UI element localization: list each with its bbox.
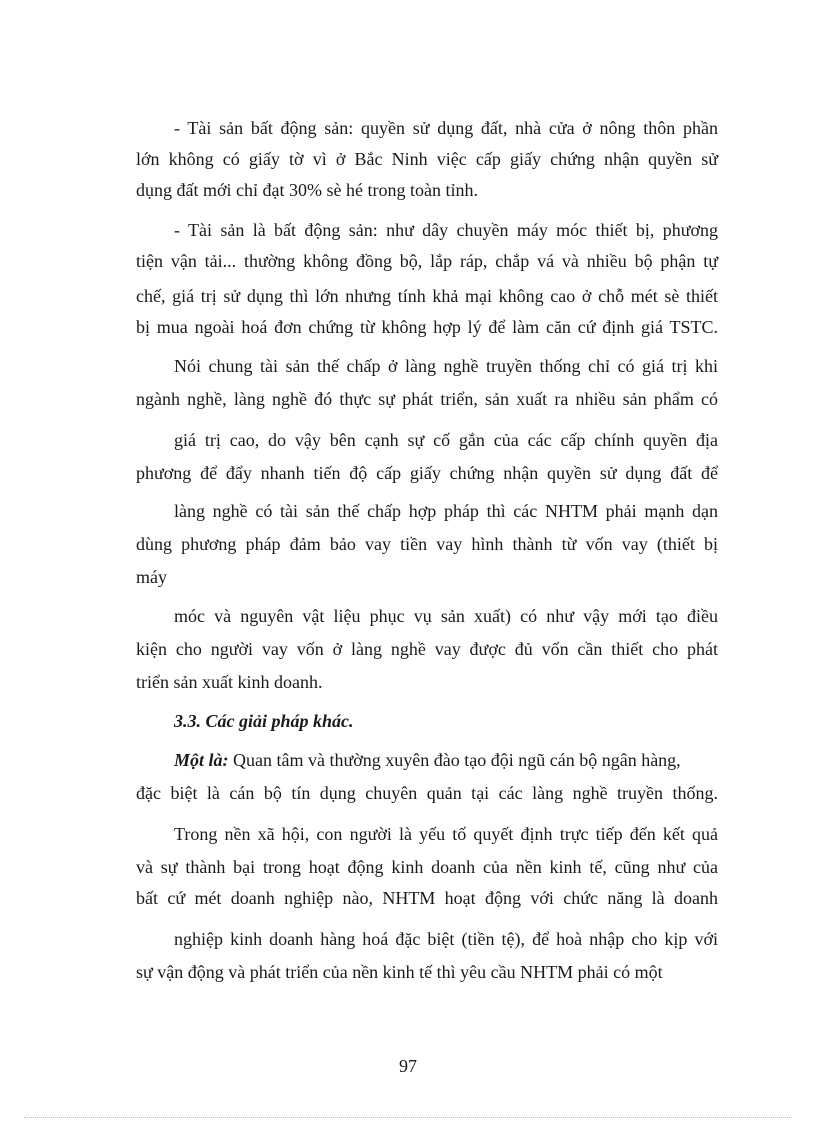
text-line: kiện cho người vay vốn ở làng nghề vay được đủ vốn cần thiết cho phát [136,639,718,659]
text-line: phương để đẩy nhanh tiến độ cấp giấy chứng nhận quyền sử dụng đất để [136,463,718,483]
text-line: Trong nền xã hội, con người là yếu tố quyết định trực tiếp đến kết quả [174,824,718,844]
text-line: ngành nghề, làng nghề đó thực sự phát triển, sản xuất ra nhiều sản phẩm có [136,389,718,409]
paragraph-line [174,749,718,771]
text-line: - Tài sản bất động sản: quyền sử dụng đất, nhà cửa ở nông thôn phần [174,118,718,138]
text-line: dụng đất mới chỉ đạt 30% sè hé trong toàn tỉnh. [136,180,478,200]
text-line: Nói chung tài sản thế chấp ở làng nghề truyền thống chỉ có giá trị khi [174,356,718,376]
text-line: đặc biệt là cán bộ tín dụng chuyên quản tại các làng nghề truyền thống. [136,783,718,803]
lead-phrase: Một là: [174,750,229,770]
section-heading: 3.3. Các giải pháp khác. [174,711,354,731]
text-line: Quan tâm và thường xuyên đào tạo đội ngũ cán bộ ngân hàng, [228,750,681,770]
text-line: làng nghề có tài sản thế chấp hợp pháp thì các NHTM phải mạnh dạn [174,501,718,521]
text-line: và sự thành bại trong hoạt động kinh doanh của nền kinh tế, cũng như của [136,857,718,877]
footer-divider [24,1117,792,1118]
page-number: 97 [399,1056,417,1076]
text-line: tiện vận tải... thường không đồng bộ, lắp ráp, chắp vá và nhiều bộ phận tự [136,251,718,271]
text-line: giá trị cao, do vậy bên cạnh sự cố gắn của các cấp chính quyền địa [174,430,718,450]
text-line: bất cứ mét doanh nghiệp nào, NHTM hoạt động với chức năng là doanh [136,888,718,908]
text-line: bị mua ngoài hoá đơn chứng từ không hợp lý để làm căn cứ định giá TSTC. [136,317,718,337]
text-line: - Tài sản là bất động sản: như dây chuyền máy móc thiết bị, phương [174,220,718,240]
text-line: dùng phương pháp đảm bảo vay tiền vay hình thành từ vốn vay (thiết bị [136,534,718,554]
text-line: máy [136,567,167,587]
text-line: chế, giá trị sử dụng thì lớn nhưng tính khả mại không cao ở chỗ mét sè thiết [136,286,718,306]
text-line: móc và nguyên vật liệu phục vụ sản xuất) có như vậy mới tạo điều [174,606,718,626]
text-line: lớn không có giấy tờ vì ở Bắc Ninh việc cấp giấy chứng nhận quyền sử [136,149,718,169]
text-line: sự vận động và phát triển của nền kinh tế thì yêu cầu NHTM phải có một [136,962,663,982]
text-line: nghiệp kinh doanh hàng hoá đặc biệt (tiền tệ), để hoà nhập cho kịp với [174,929,718,949]
text-line: triển sản xuất kinh doanh. [136,672,323,692]
